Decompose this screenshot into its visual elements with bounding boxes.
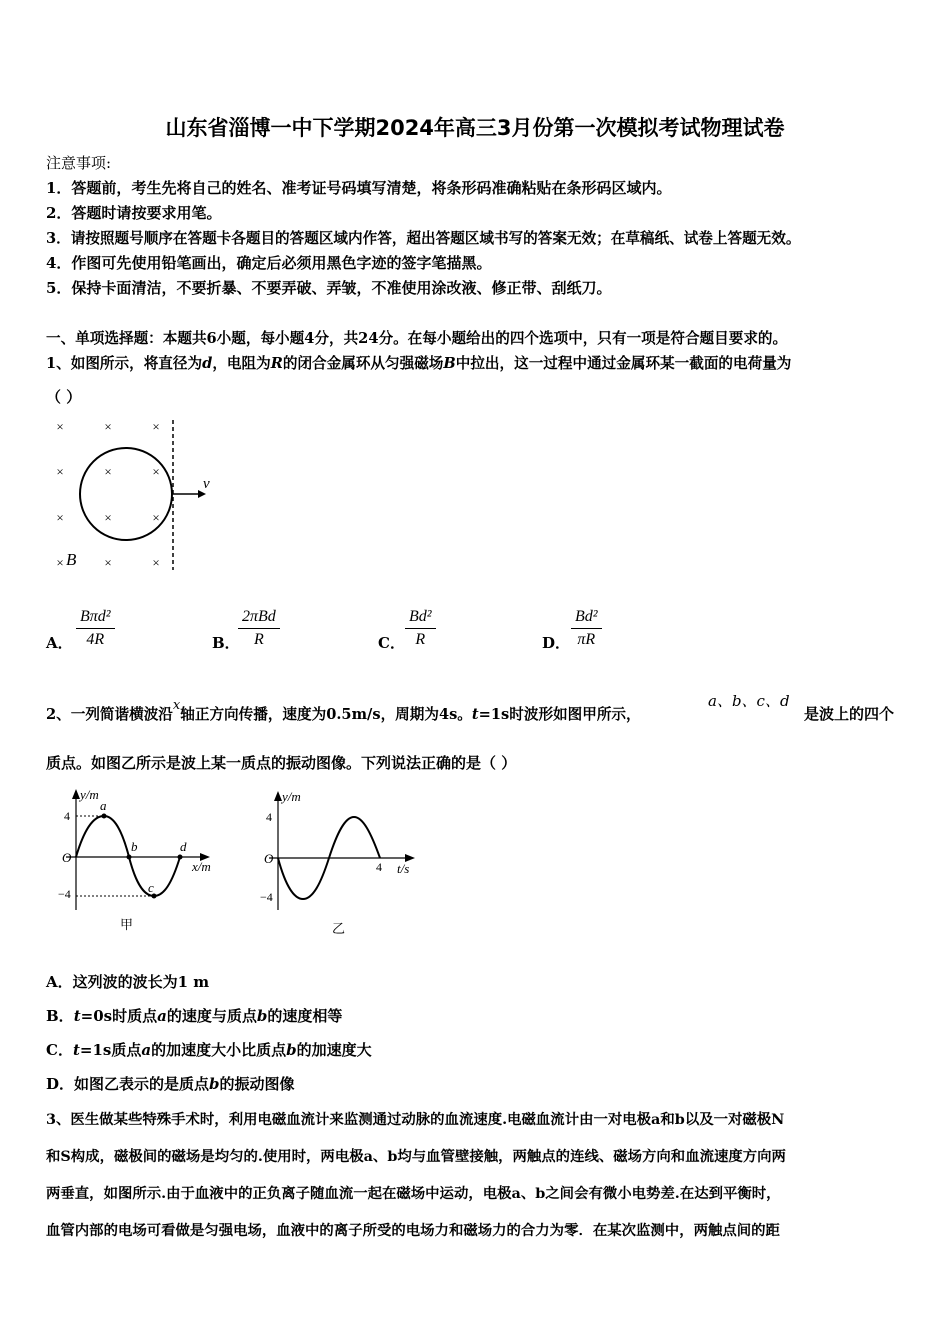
q2-option-c: C．t=1s质点a的加速度大小比质点b的加速度大: [46, 1041, 372, 1059]
option-a-fraction: Bπd² 4R: [76, 606, 115, 651]
notice-item: 3．请按照题号顺序在答题卡各题目的答题区域内作答，超出答题区域书写的答案无效；在草稿纸、试卷上答题无效。: [46, 230, 801, 247]
point-b: [127, 855, 132, 860]
y-tick-bottom: −4: [58, 887, 71, 901]
y-axis-label: y/m: [80, 787, 99, 802]
question-3-line: 血管内部的电场可看做是匀强电场，血液中的离子所受的电场力和磁场力的合力为零．在某次监测中，两触点间的距: [46, 1222, 780, 1239]
notice-item: 2．答题时请按要求用笔。: [46, 204, 222, 222]
point-d: [178, 855, 183, 860]
option-label: D．: [542, 634, 571, 652]
x-axis-label: x/m: [192, 859, 211, 874]
field-mark: ×: [104, 419, 112, 434]
field-mark: ×: [56, 555, 64, 570]
field-mark: ×: [56, 464, 64, 479]
field-mark: ×: [104, 555, 112, 570]
y-axis-label: y/m: [282, 789, 301, 804]
label-d: d: [180, 839, 187, 854]
section-heading: 一、单项选择题：本题共6小题，每小题4分，共24分。在每小题给出的四个选项中，只有一项是符合题目要求的。: [46, 330, 788, 347]
page-title: 山东省淄博一中下学期2024年高三3月份第一次模拟考试物理试卷: [165, 116, 785, 140]
option-b-fraction: 2πBd R: [238, 606, 280, 651]
question-3-line: 3、医生做某些特殊手术时，利用电磁血流计来监测通过动脉的血流速度.电磁血流计由一对电极a和b以及一对磁极N: [46, 1111, 785, 1128]
caption-jia: 甲: [120, 917, 134, 932]
q2-option-d: D．如图乙表示的是质点b的振动图像: [46, 1075, 295, 1093]
question-2-line2: 质点。如图乙所示是波上某一质点的振动图像。下列说法正确的是（ ）: [46, 754, 517, 772]
y-arrow-icon: [274, 791, 282, 801]
option-label: C．: [378, 634, 405, 652]
B-label: B: [66, 550, 77, 569]
field-mark: ×: [56, 419, 64, 434]
field-mark: ×: [152, 555, 160, 570]
question-1-text: 1、如图所示，将直径为d，电阻为R的闭合金属环从匀强磁场B中拉出，这一过程中通过金属环某一截面的电荷量为: [46, 355, 792, 372]
metal-ring: [80, 448, 172, 540]
caption-yi: 乙: [332, 921, 346, 936]
field-mark: ×: [152, 464, 160, 479]
field-mark: ×: [56, 510, 64, 525]
points-label: a、b、c、d: [708, 692, 790, 710]
option-label: B．: [212, 634, 240, 652]
field-mark: ×: [152, 510, 160, 525]
magnetic-ring-figure: [40, 410, 230, 575]
q2-option-b: B．t=0s时质点a的速度与质点b的速度相等: [46, 1007, 343, 1025]
t-axis-label: t/s: [397, 861, 410, 876]
field-mark: ×: [104, 464, 112, 479]
v-label: v: [203, 476, 210, 492]
option-label: A．: [46, 634, 73, 652]
wave-graph-jia: [50, 785, 230, 940]
t-tick-4: 4: [376, 860, 382, 874]
notice-item: 4．作图可先使用铅笔画出，确定后必须用黑色字迹的签字笔描黑。: [46, 254, 492, 272]
question-3-line: 和S构成，磁极间的磁场是均匀的.使用时，两电极a、b均与血管壁接触，两触点的连线、磁场方向和血流速度方向两: [46, 1148, 786, 1165]
origin-label: O: [62, 850, 72, 865]
label-c: c: [148, 880, 154, 895]
question-2-text-end: 是波上的四个: [804, 705, 895, 723]
question-3-line: 两垂直，如图所示.由于血液中的正负离子随血流一起在磁场中运动，电极a、b之间会有微小电势差.在达到平衡时，: [46, 1185, 781, 1202]
notice-item: 5．保持卡面清洁，不要折暴、不要弄破、弄皱，不准使用涂改液、修正带、刮纸刀。: [46, 279, 612, 297]
y-tick-bottom: −4: [260, 890, 273, 904]
y-tick-top: 4: [64, 809, 70, 823]
field-mark: ×: [104, 510, 112, 525]
notice-item: 1．答题前，考生先将自己的姓名、准考证号码填写清楚，将条形码准确粘贴在条形码区域内。: [46, 179, 672, 197]
field-mark: ×: [152, 419, 160, 434]
notice-heading: 注意事项:: [46, 154, 112, 172]
question-2-text: 2、一列简谐横波沿x轴正方向传播，速度为0.5m/s，周期为4s。t=1s时波形如图甲所示，: [46, 698, 641, 723]
label-b: b: [131, 839, 138, 854]
point-a: [102, 814, 107, 819]
option-d-fraction: $\frac{\text{Bd²}}{\pi R}$: [571, 606, 602, 651]
question-1-paren: （ ）: [46, 388, 82, 406]
y-arrow-icon: [72, 789, 80, 799]
option-c-fraction: $\frac{\text{Bd²}}{R}$: [405, 606, 436, 651]
origin-label: O: [264, 851, 274, 866]
label-a: a: [100, 798, 107, 813]
vibration-graph-yi: [255, 785, 425, 940]
q2-option-a: A．这列波的波长为1 m: [46, 973, 210, 991]
y-tick-top: 4: [266, 810, 272, 824]
